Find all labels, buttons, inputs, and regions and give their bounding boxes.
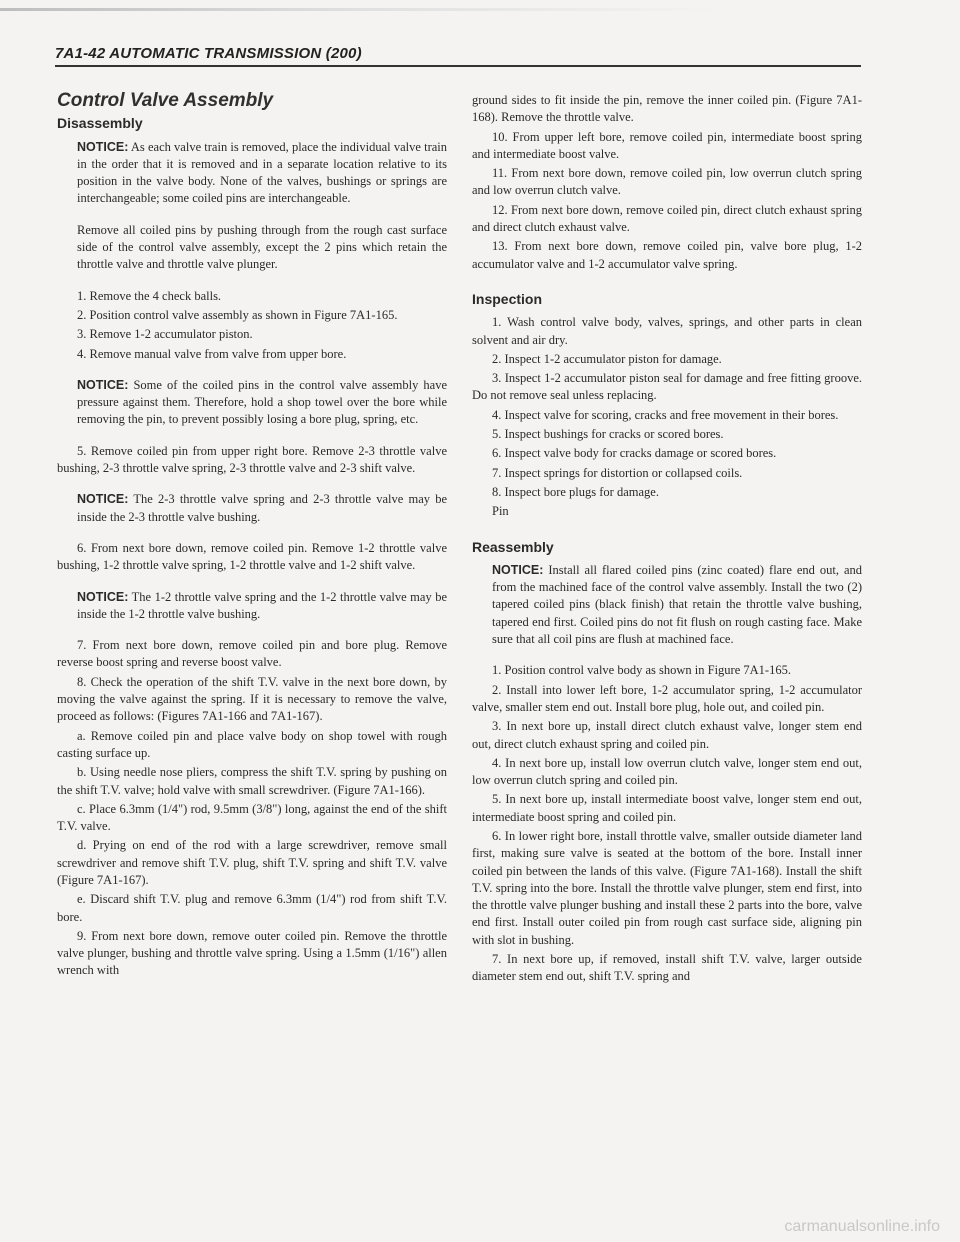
header-rule (55, 65, 861, 67)
reassembly-7: 7. In next bore up, if removed, install shift T.V. valve, larger outside diameter stem end out, shift T.V. spring and (472, 952, 862, 984)
step-8: 8. Check the operation of the shift T.V. valve in the next bore down, by moving the valve against the spring. If it is necessary to remove the valve, proceed as follows: (Figures 7A1-166 and 7A1-167). (57, 674, 447, 724)
inspect-8: 8. Inspect bore plugs for damage. (492, 484, 659, 499)
paragraph-remove-all: Remove all coiled pins by pushing through from the rough cast surface side of the control valve assembly, except the 2 pins which retain the throttle valve and throttle valve plunger. (77, 222, 447, 272)
step-1: 1. Remove the 4 check balls. (77, 288, 222, 303)
continued-text: ground sides to fit inside the pin, remove the inner coiled pin. (Figure 7A1-168). Remove the throttle valve. (472, 93, 862, 125)
notice-3 (77, 491, 447, 526)
reassembly-5: 5. In next bore up, install intermediate boost valve, longer stem end out, intermediate boost spring and coiled pin. (472, 792, 862, 824)
inspect-3: 3. Inspect 1-2 accumulator piston seal for damage and free fitting groove. Do not remove seal unless replacing. (472, 371, 862, 403)
step-3: 3. Remove 1-2 accumulator piston. (77, 327, 253, 342)
inspect-1: 1. Wash control valve body, valves, springs, and other parts in clean solvent and air dry. (472, 315, 862, 347)
subsection-reassembly: Reassembly (472, 538, 554, 555)
step-11: 11. From next bore down, remove coiled pin, low overrun clutch spring and low overrun clutch valve. (472, 166, 862, 198)
page-header: 7A1-42 AUTOMATIC TRANSMISSION (200) (55, 45, 362, 62)
notice-text: The 2-3 throttle valve spring and 2-3 throttle valve may be inside the 2-3 throttle valve bushing. (77, 492, 447, 524)
subsection-disassembly: Disassembly (57, 115, 143, 132)
reassembly-6: 6. In lower right bore, install throttle valve, smaller outside diameter land first, making sure valve is seated at the bottom of the bore. Install inner coiled pin between the lands of this valve. (Figure 7A1-168). Install the shift T.V. spring into the bore. Install the throttle valve plunger, stem end first, into the throttle valve plunger bushing and install these 2 parts into the bore, valve end first. Install outer coiled pin from rough cast surface side, aligning pin with slot in bushing. (472, 828, 862, 947)
inspect-7: 7. Inspect springs for distortion or collapsed coils. (492, 465, 743, 480)
inspect-5: 5. Inspect bushings for cracks or scored bores. (492, 427, 724, 442)
step-8e: e. Discard shift T.V. plug and remove 6.3mm (1/4") rod from shift T.V. bore. (57, 892, 447, 924)
step-2: 2. Position control valve assembly as shown in Figure 7A1-165. (77, 307, 398, 322)
left-column (57, 92, 447, 982)
step-12: 12. From next bore down, remove coiled pin, direct clutch exhaust spring and direct clutch exhaust valve. (472, 202, 862, 235)
notice-label: NOTICE: (77, 377, 129, 392)
notice-text: As each valve train is removed, place the individual valve train in the order that it is removed and in a separate location relative to its position in the valve body. None of the valves, bushings or springs are interchangeable; some coiled pins are interchangeable. (77, 139, 447, 206)
subsection-inspection: Inspection (472, 290, 543, 307)
step-5: 5. Remove coiled pin from upper right bore. Remove 2-3 throttle valve bushing, 2-3 throttle valve spring, 2-3 throttle valve and 2-3 shift valve. (57, 443, 447, 476)
notice-text: Some of the coiled pins in the control valve assembly have pressure against them. Therefore, hold a shop towel over the bore while removing the pin, to prevent possibly losing a bore plug, spring, etc. (77, 377, 448, 427)
notice-label: NOTICE: (492, 562, 544, 577)
reassembly-4: 4. In next bore up, install low overrun clutch valve, longer stem end out, low overrun clutch spring and coiled pin. (472, 755, 862, 788)
notice-text: The 1-2 throttle valve spring and the 1-2 throttle valve may be inside the 1-2 throttle valve bushing. (77, 589, 447, 621)
step-10: 10. From upper left bore, remove coiled pin, intermediate boost spring and intermediate boost valve. (472, 129, 862, 161)
notice-4 (77, 589, 447, 624)
reassembly-3: 3. In next bore up, install direct clutch exhaust valve, longer stem end out, direct clutch exhaust spring and coiled pin. (472, 719, 862, 751)
notice-2 (77, 377, 447, 429)
step-6: 6. From next bore down, remove coiled pin. Remove 1-2 throttle valve bushing, 1-2 throttle valve spring, 1-2 throttle valve and 1-2 shift valve. (57, 540, 447, 573)
inspect-6: 6. Inspect valve body for cracks damage or scored bores. (492, 446, 777, 461)
top-scan-line (0, 8, 720, 11)
inspect-2: 2. Inspect 1-2 accumulator piston for damage. (492, 351, 722, 366)
step-8d: d. Prying on end of the rod with a large screwdriver, remove small screwdriver and remove shift T.V. plug, shift T.V. spring and shift T.V. valve (Figure 7A1-167). (57, 838, 447, 887)
reassembly-1: 1. Position control valve body as shown in Figure 7A1-165. (492, 663, 791, 678)
inspect-4: 4. Inspect valve for scoring, cracks and free movement in their bores. (492, 407, 839, 422)
notice-text: Install all flared coiled pins (zinc coated) flare end out, and from the machined face of the control valve assembly. Install the two (2) tapered coiled pins (black finish) that retain the throttle valve bushing, tapered end first. Coiled pins do not fit flush on rough casting face. Make sure that all coil pins are flush at machined face. (492, 562, 862, 647)
step-8a: a. Remove coiled pin and place valve body on shop towel with rough casting surface up. (57, 728, 447, 760)
step-7: 7. From next bore down, remove coiled pin and bore plug. Remove reverse boost spring and reverse boost valve. (57, 638, 447, 670)
notice-reassembly (492, 562, 862, 648)
step-8b: b. Using needle nose pliers, compress the shift T.V. spring by pushing on the shift T.V. valve; hold valve with small screwdriver. (Figure 7A1-166). (57, 765, 447, 797)
notice-label: NOTICE: (77, 589, 129, 604)
right-column (472, 92, 862, 988)
step-9: 9. From next bore down, remove outer coiled pin. Remove the throttle valve plunger, bushing and throttle valve spring. Using a 1.5mm (1/16") allen wrench with (57, 928, 447, 978)
section-title: Control Valve Assembly (57, 90, 274, 111)
step-4: 4. Remove manual valve from valve from upper bore. (77, 346, 347, 361)
notice-1 (77, 139, 447, 208)
reassembly-2: 2. Install into lower left bore, 1-2 accumulator spring, 1-2 accumulator valve, smaller stem end out. Install bore plug, hole out, and coiled pin. (472, 682, 862, 714)
step-13: 13. From next bore down, remove coiled pin, valve bore plug, 1-2 accumulator valve and 1-2 accumulator valve spring. (472, 239, 862, 271)
notice-label: NOTICE: (77, 492, 129, 507)
notice-label: NOTICE: (77, 139, 129, 154)
inspect-pin: Pin (492, 504, 509, 519)
step-8c: c. Place 6.3mm (1/4") rod, 9.5mm (3/8") long, against the end of the shift T.V. valve. (57, 801, 447, 834)
watermark: carmanualsonline.info (784, 1218, 940, 1235)
